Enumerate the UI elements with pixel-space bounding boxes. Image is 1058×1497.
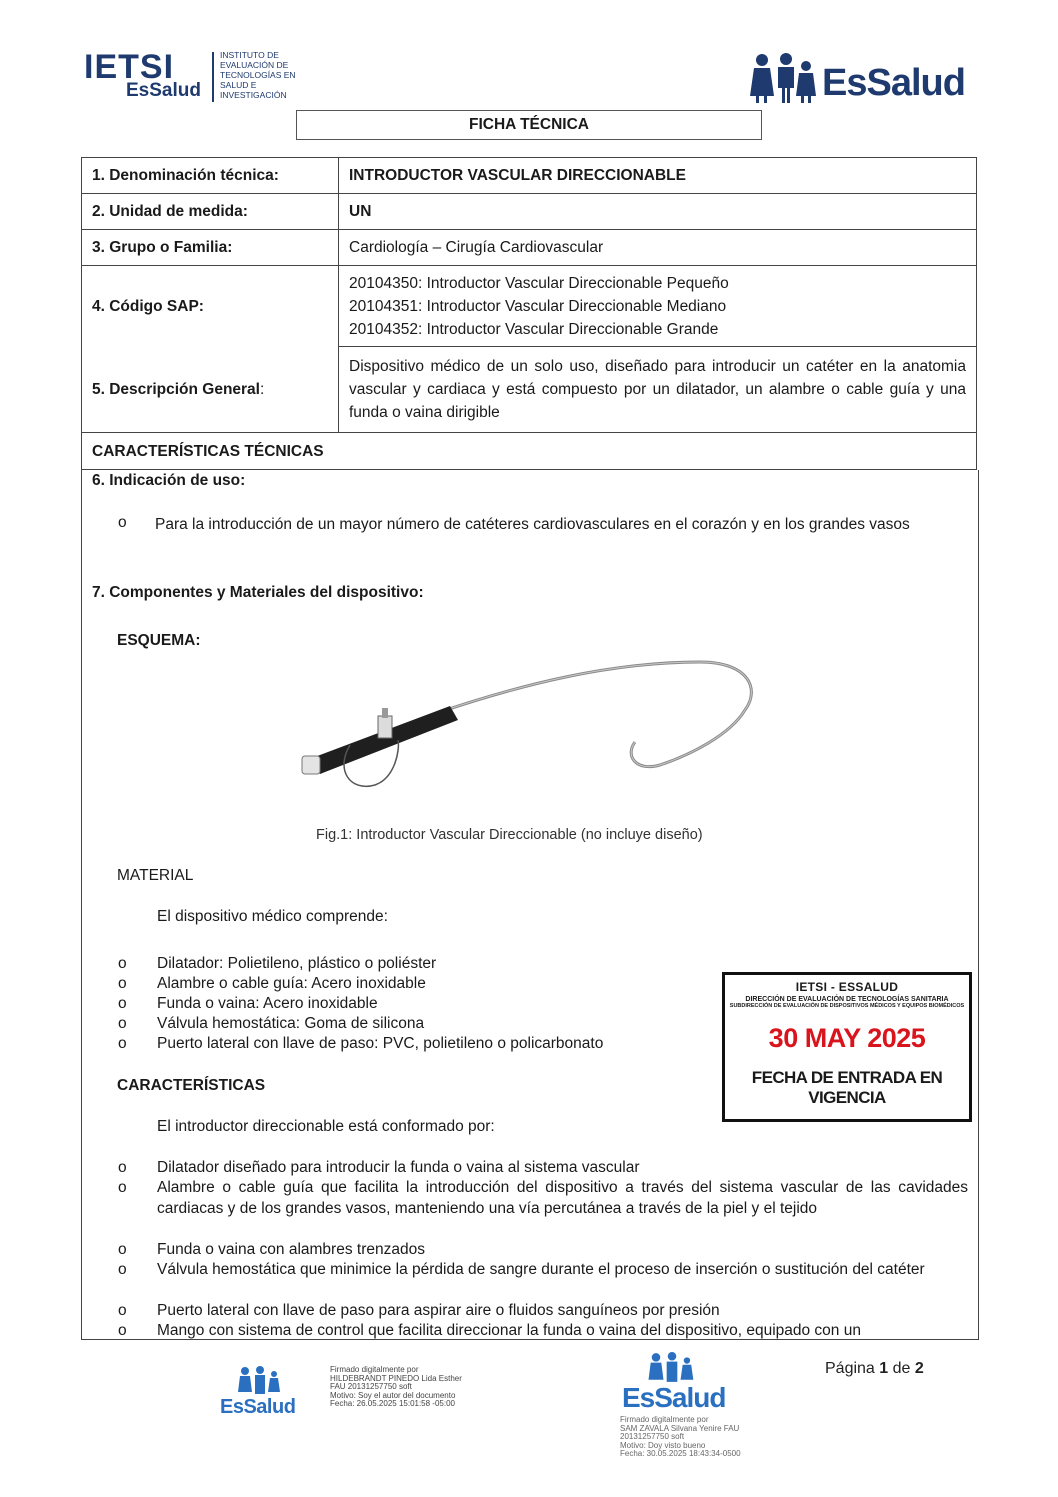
- section-caracteristicas-tecnicas: CARACTERÍSTICAS TÉCNICAS: [82, 433, 977, 470]
- stamp-subdirection: SUBDIRECCIÓN DE EVALUACIÓN DE DISPOSITIVOS MÉDICOS Y EQUIPOS BIOMÉDICOS: [729, 1003, 965, 1009]
- bullet-marker: o: [118, 514, 127, 531]
- table-row: [82, 230, 977, 266]
- sap-code-line: 20104351: Introductor Vascular Direccionable Mediano: [349, 297, 727, 315]
- bullet-marker: o: [118, 995, 127, 1012]
- figure-caption: Fig.1: Introductor Vascular Direccionable (no incluye diseño): [316, 827, 703, 843]
- ietsi-logo-word: IETSI: [84, 48, 175, 86]
- table-row: [82, 347, 977, 433]
- bullet-marker: o: [118, 1035, 127, 1052]
- table-row: [82, 266, 977, 347]
- list-item: [118, 1158, 968, 1179]
- bullet-marker: o: [118, 1322, 127, 1339]
- signature-2: [620, 1416, 741, 1459]
- signature-line: Fecha: 26.05.2025 15:01:58 -05:00: [330, 1399, 455, 1408]
- stamp-date: 30 MAY 2025: [768, 1023, 926, 1053]
- signature-line: SAM ZAVALA Silvana Yenire FAU: [620, 1423, 740, 1433]
- spec-table: [81, 157, 977, 470]
- footer-logo-right: [622, 1352, 732, 1416]
- row-value-sap: [339, 266, 977, 347]
- table-row: [82, 194, 977, 230]
- row-value-denominacion: INTRODUCTOR VASCULAR DIRECCIONABLE: [339, 158, 977, 194]
- signature-line: FAU 20131257750 soft: [330, 1382, 412, 1391]
- stamp-label: FECHA DE ENTRADA EN VIGENCIA: [751, 1068, 943, 1107]
- sap-code-line: 20104350: Introductor Vascular Direccionable Pequeño: [349, 274, 729, 292]
- row-label-denominacion: 1. Denominación técnica:: [82, 158, 339, 194]
- material-text: Dilatador: Polietileno, plástico o poliéster: [157, 955, 437, 972]
- caracteristicas-intro: El introductor direccionable está conformado por:: [157, 1118, 495, 1135]
- essalud-logo: [748, 52, 974, 106]
- family-icon: [646, 1352, 698, 1384]
- page-total: 2: [914, 1360, 924, 1377]
- family-icon: [748, 52, 820, 104]
- caracteristicas-heading: CARACTERÍSTICAS: [117, 1077, 266, 1094]
- characteristic-text: Funda o vaina con alambres trenzados: [157, 1241, 425, 1258]
- bullet-marker: o: [118, 1179, 127, 1196]
- page-current: 1: [879, 1360, 889, 1377]
- row-label-descripcion-text: 5. Descripción General: [92, 380, 260, 398]
- ietsi-institute-name: INSTITUTO DE EVALUACIÓN DE TECNOLOGÍAS EN SALUD E INVESTIGACIÓN: [220, 50, 296, 100]
- characteristic-text: Alambre o cable guía que facilita la introducción del dispositivo a través del sistema vascular de las cavidades cardiacas y de los grandes vasos, manteniendo una vía percutánea a través de la piel y el tejido: [157, 1179, 968, 1217]
- ietsi-logo-sub: EsSalud: [126, 80, 201, 101]
- page-of: de: [892, 1360, 911, 1377]
- row-label-descripcion: [82, 347, 339, 433]
- sap-code-line: 20104352: Introductor Vascular Direccionable Grande: [349, 320, 719, 338]
- table-row: [82, 158, 977, 194]
- characteristic-text: Válvula hemostática que minimice la pérdida de sangre durante el proceso de inserción o sustitución del catéter: [157, 1261, 925, 1278]
- signature-line: Firmado digitalmente por: [330, 1365, 419, 1374]
- document-title: FICHA TÉCNICA: [296, 110, 762, 140]
- esquema-heading: ESQUEMA:: [117, 632, 201, 649]
- signature-line: Fecha: 30.05.2025 18:43:34-0500: [620, 1449, 741, 1458]
- stamp-direction: DIRECCIÓN DE EVALUACIÓN DE TECNOLOGÍAS SANITARIA: [745, 996, 949, 1003]
- row-label-sap: 4. Código SAP:: [82, 266, 339, 347]
- ietsi-logo-divider: [212, 52, 214, 102]
- list-item: [118, 1321, 968, 1342]
- page-label: Página: [825, 1360, 875, 1377]
- row-label-descripcion-colon: :: [260, 380, 265, 398]
- row-label-unidad: 2. Unidad de medida:: [82, 194, 339, 230]
- bullet-marker: o: [118, 1159, 127, 1176]
- footer-logo-left-word: EsSalud: [220, 1396, 296, 1418]
- page-number: [825, 1360, 924, 1378]
- material-text: Puerto lateral con llave de paso: PVC, polietileno o policarbonato: [157, 1035, 604, 1052]
- signature-line: Motivo: Soy el autor del documento: [330, 1390, 456, 1400]
- essalud-logo-word: EsSalud: [822, 62, 965, 104]
- footer-logo-left: [220, 1366, 300, 1422]
- ietsi-logo: [84, 48, 294, 104]
- device-illustration: [290, 650, 770, 800]
- row-label-grupo: 3. Grupo o Familia:: [82, 230, 339, 266]
- list-item: [118, 1260, 968, 1281]
- section-6-heading: 6. Indicación de uso:: [92, 472, 246, 489]
- bullet-marker: o: [118, 1261, 127, 1278]
- bullet-marker: o: [118, 1241, 127, 1258]
- list-item: [118, 1301, 968, 1322]
- stamp-org: IETSI - ESSALUD: [795, 980, 899, 994]
- signature-line: 20131257750 soft: [620, 1432, 685, 1441]
- row-value-descripcion: Dispositivo médico de un solo uso, diseñado para introducir un catéter en la anatomia vascular y cardiaca y está compuesto por un dilatador, un alambre o cable guía y una funda o vaina dirigible: [339, 347, 977, 433]
- material-intro: El dispositivo médico comprende:: [157, 908, 388, 925]
- signature-line: Firmado digitalmente por: [620, 1415, 709, 1424]
- material-text: Alambre o cable guía: Acero inoxidable: [157, 975, 426, 992]
- bullet-marker: o: [118, 955, 127, 972]
- material-heading: MATERIAL: [117, 867, 194, 884]
- signature-line: Motivo: Doy visto bueno: [620, 1440, 706, 1450]
- signature-line: HILDEBRANDT PINEDO Lida Esther: [330, 1373, 462, 1383]
- material-text: Válvula hemostática: Goma de silicona: [157, 1015, 425, 1032]
- table-row: [82, 433, 977, 470]
- footer-logo-right-word: EsSalud: [622, 1382, 726, 1413]
- characteristic-text: Puerto lateral con llave de paso para aspirar aire o fluidos sanguíneos por presión: [157, 1302, 720, 1319]
- bullet-marker: o: [118, 1015, 127, 1032]
- bullet-marker: o: [118, 975, 127, 992]
- bullet-marker: o: [118, 1302, 127, 1319]
- family-icon: [237, 1366, 283, 1396]
- signature-1: [330, 1366, 462, 1409]
- list-item: [118, 1178, 968, 1219]
- row-value-grupo: Cardiología – Cirugía Cardiovascular: [339, 230, 977, 266]
- row-value-unidad: UN: [339, 194, 977, 230]
- vigencia-stamp: [722, 972, 972, 1122]
- characteristic-text: Mango con sistema de control que facilita direccionar la funda o vaina del dispositivo, equipado con un: [157, 1322, 861, 1339]
- material-text: Funda o vaina: Acero inoxidable: [157, 995, 378, 1012]
- characteristic-text: Dilatador diseñado para introducir la funda o vaina al sistema vascular: [157, 1159, 640, 1176]
- list-item: [118, 1240, 968, 1261]
- indication-item: Para la introducción de un mayor número de catéteres cardiovasculares en el corazón y en los grandes vasos: [155, 516, 910, 533]
- section-7-heading: 7. Componentes y Materiales del dispositivo:: [92, 584, 424, 601]
